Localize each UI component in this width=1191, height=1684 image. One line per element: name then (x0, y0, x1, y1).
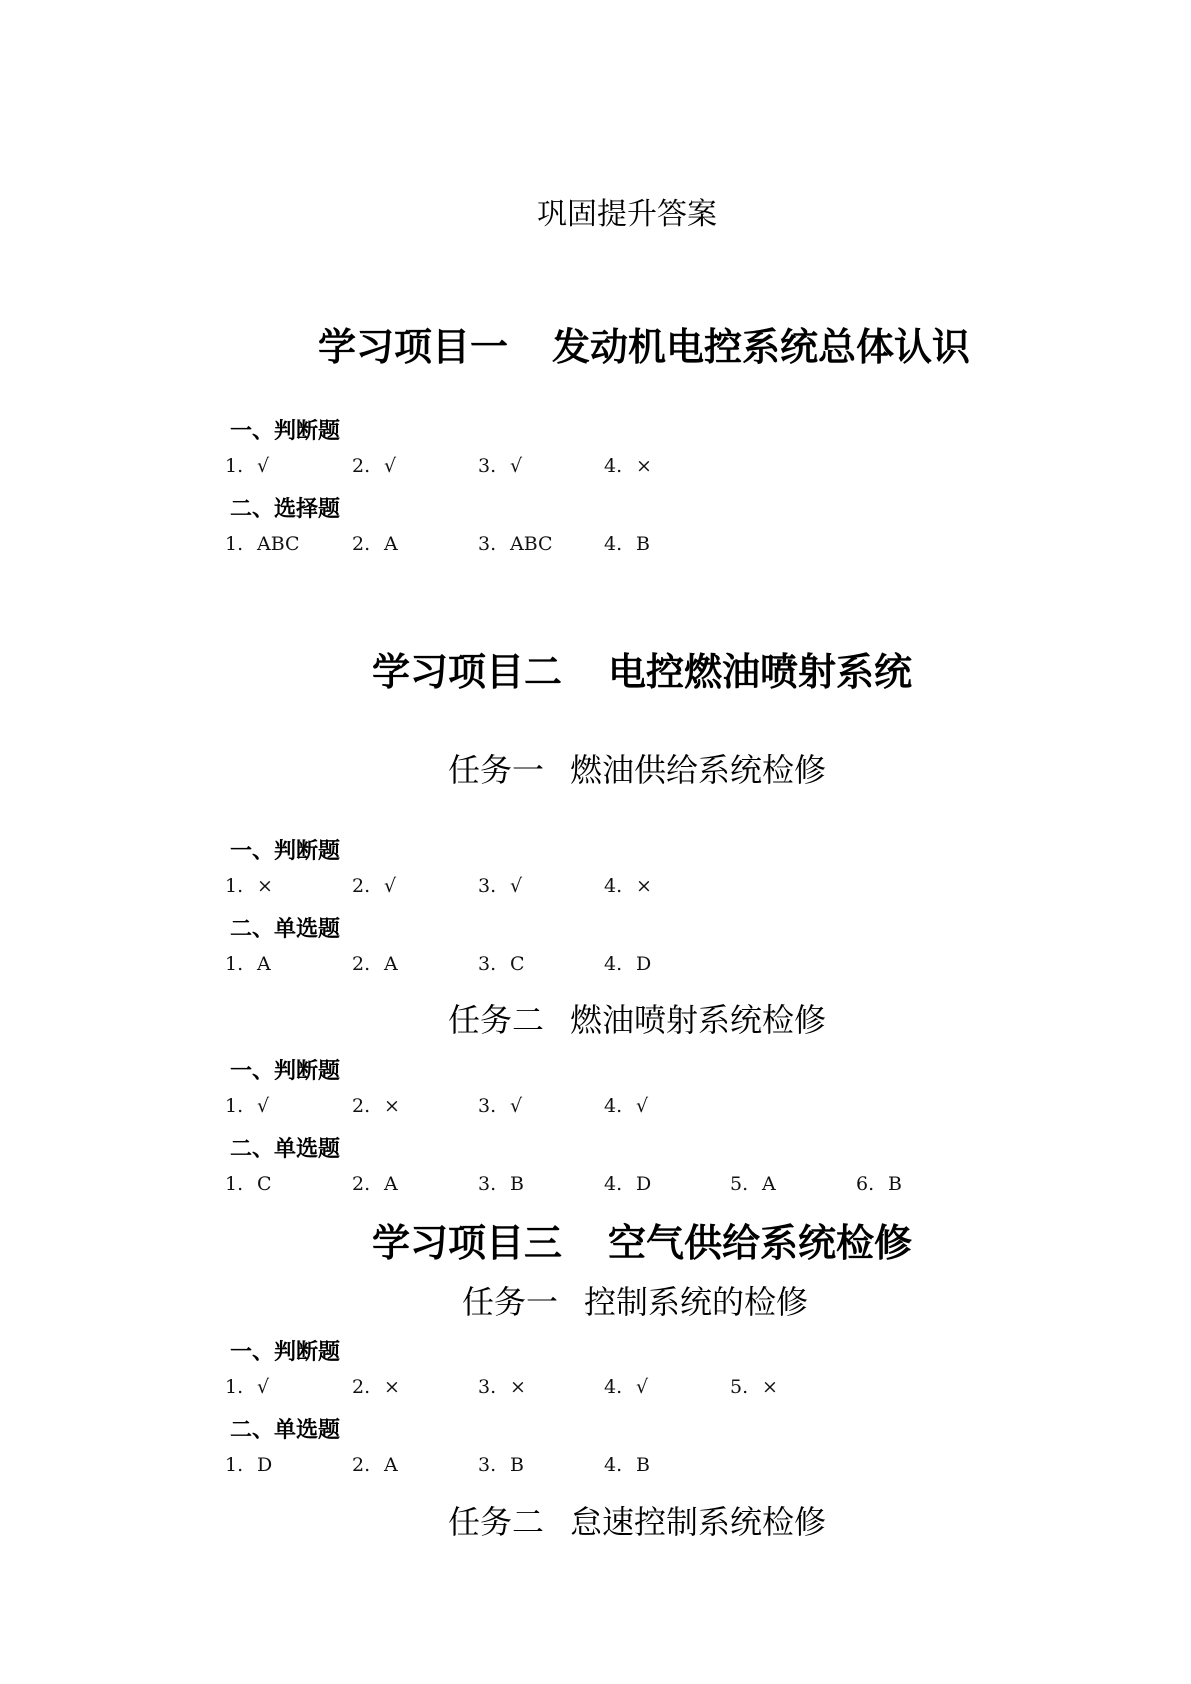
answer-item: 3. √ (478, 455, 523, 477)
answer-item: 4. D (604, 1173, 652, 1195)
task-title: 燃油供给系统检修 (570, 751, 827, 789)
answer-item: 1. √ (225, 1376, 270, 1398)
answer-item: 4. D (604, 953, 652, 975)
answer-item: 4. B (604, 1454, 650, 1476)
answer-item: 4. × (604, 455, 652, 477)
answer-item: 1. × (225, 875, 273, 897)
answer-item: 3. C (478, 953, 525, 975)
answer-item: 2. × (352, 1376, 400, 1398)
answer-item: 1. ABC (225, 533, 300, 555)
answer-item: 3. B (478, 1173, 524, 1195)
answer-item: 4. B (604, 533, 650, 555)
task-number: 任务一 (448, 751, 545, 789)
answer-item: 4. × (604, 875, 652, 897)
answer-item: 2. A (352, 533, 398, 555)
answer-item: 5. A (730, 1173, 776, 1195)
section-label: 二、单选题 (230, 917, 341, 942)
task-number: 任务一 (462, 1283, 559, 1321)
task-number: 任务二 (448, 1001, 545, 1039)
project-3-number: 学习项目三 (372, 1221, 563, 1265)
answer-item: 4. √ (604, 1095, 649, 1117)
answer-item: 1. A (225, 953, 271, 975)
answer-item: 2. × (352, 1095, 400, 1117)
answer-item: 5. × (730, 1376, 778, 1398)
answer-item: 2. A (352, 953, 398, 975)
answer-item: 3. √ (478, 875, 523, 897)
section-label: 一、判断题 (230, 419, 341, 444)
answer-item: 1. C (225, 1173, 272, 1195)
answer-item: 3. B (478, 1454, 524, 1476)
answer-item: 1. √ (225, 1095, 270, 1117)
answer-item: 2. √ (352, 455, 397, 477)
answer-item: 2. A (352, 1173, 398, 1195)
answer-item: 3. ABC (478, 533, 553, 555)
project-2-title: 电控燃油喷射系统 (608, 650, 913, 694)
section-label: 二、单选题 (230, 1418, 341, 1443)
answer-item: 3. × (478, 1376, 526, 1398)
answer-item: 1. √ (225, 455, 270, 477)
answer-item: 3. √ (478, 1095, 523, 1117)
answer-item: 2. A (352, 1454, 398, 1476)
section-label: 一、判断题 (230, 1340, 341, 1365)
task-title: 燃油喷射系统检修 (570, 1001, 827, 1039)
task-number: 任务二 (448, 1503, 545, 1541)
section-label: 二、选择题 (230, 497, 341, 522)
task-title: 怠速控制系统检修 (570, 1503, 827, 1541)
section-label: 一、判断题 (230, 839, 341, 864)
project-2-number: 学习项目二 (372, 650, 563, 694)
answer-item: 1. D (225, 1454, 273, 1476)
section-label: 一、判断题 (230, 1059, 341, 1084)
answer-item: 6. B (856, 1173, 902, 1195)
project-1-title: 发动机电控系统总体认识 (552, 325, 971, 369)
answer-item: 2. √ (352, 875, 397, 897)
task-title: 控制系统的检修 (584, 1283, 809, 1321)
answer-item: 4. √ (604, 1376, 649, 1398)
project-3-title: 空气供给系统检修 (608, 1221, 913, 1265)
section-label: 二、单选题 (230, 1137, 341, 1162)
document-title: 巩固提升答案 (537, 197, 717, 232)
project-1-number: 学习项目一 (318, 325, 509, 369)
